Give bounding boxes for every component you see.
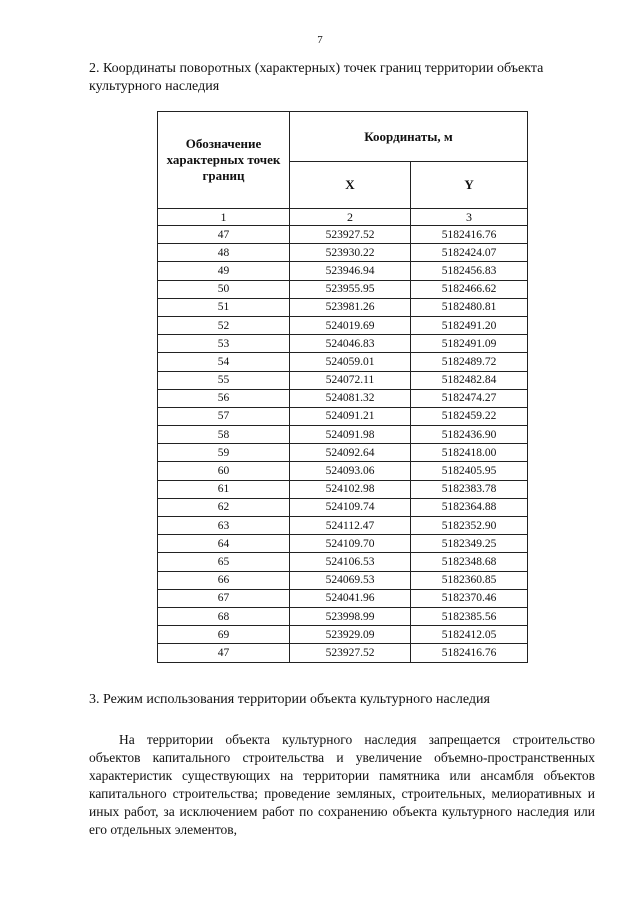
table-row — [158, 335, 528, 353]
y-coordinate-cell: 5182480.81 — [411, 298, 528, 316]
point-number-cell: 51 — [158, 298, 290, 316]
coordinates-table — [157, 111, 528, 663]
point-number-cell: 60 — [158, 462, 290, 480]
point-number-cell: 67 — [158, 589, 290, 607]
table-row — [158, 444, 528, 462]
table-row — [158, 644, 528, 662]
x-coordinate-cell: 524091.98 — [290, 426, 411, 444]
x-coordinate-cell: 524092.64 — [290, 444, 411, 462]
table-row — [158, 371, 528, 389]
x-coordinate-cell: 524072.11 — [290, 371, 411, 389]
point-number-cell: 63 — [158, 517, 290, 535]
y-coordinate-cell: 5182456.83 — [411, 262, 528, 280]
table-row — [158, 426, 528, 444]
point-number-cell: 53 — [158, 335, 290, 353]
table-row — [158, 480, 528, 498]
x-coordinate-cell: 524081.32 — [290, 389, 411, 407]
table-row — [158, 553, 528, 571]
x-coordinate-cell: 524069.53 — [290, 571, 411, 589]
y-coordinate-cell: 5182416.76 — [411, 226, 528, 244]
y-coordinate-cell: 5182360.85 — [411, 571, 528, 589]
table-row — [158, 462, 528, 480]
table-row — [158, 498, 528, 516]
y-coordinate-cell: 5182482.84 — [411, 371, 528, 389]
y-coordinate-cell: 5182405.95 — [411, 462, 528, 480]
y-coordinate-cell: 5182436.90 — [411, 426, 528, 444]
x-coordinate-cell: 524102.98 — [290, 480, 411, 498]
point-number-cell: 56 — [158, 389, 290, 407]
y-coordinate-cell: 5182370.46 — [411, 589, 528, 607]
point-number-cell: 47 — [158, 644, 290, 662]
y-coordinate-cell: 5182489.72 — [411, 353, 528, 371]
header-x: X — [290, 162, 411, 209]
point-number-cell: 69 — [158, 626, 290, 644]
column-number: 2 — [290, 209, 411, 226]
section-2-heading: 2. Координаты поворотных (характерных) точек границ территории объекта культурного наследия — [89, 61, 544, 94]
x-coordinate-cell: 523998.99 — [290, 607, 411, 625]
point-number-cell: 64 — [158, 535, 290, 553]
y-coordinate-cell: 5182491.20 — [411, 316, 528, 334]
y-coordinate-cell: 5182348.68 — [411, 553, 528, 571]
point-number-cell: 54 — [158, 353, 290, 371]
x-coordinate-cell: 523927.52 — [290, 226, 411, 244]
x-coordinate-cell: 524112.47 — [290, 517, 411, 535]
x-coordinate-cell: 524019.69 — [290, 316, 411, 334]
page-number: 7 — [317, 34, 323, 46]
header-coordinates: Координаты, м — [290, 112, 528, 162]
x-coordinate-cell: 524046.83 — [290, 335, 411, 353]
y-coordinate-cell: 5182491.09 — [411, 335, 528, 353]
y-coordinate-cell: 5182416.76 — [411, 644, 528, 662]
y-coordinate-cell: 5182474.27 — [411, 389, 528, 407]
x-coordinate-cell: 523981.26 — [290, 298, 411, 316]
section-3-heading: 3. Режим использования территории объекта культурного наследия — [89, 692, 490, 707]
column-number: 1 — [158, 209, 290, 226]
x-coordinate-cell: 524041.96 — [290, 589, 411, 607]
table-row — [158, 298, 528, 316]
y-coordinate-cell: 5182424.07 — [411, 244, 528, 262]
point-number-cell: 68 — [158, 607, 290, 625]
y-coordinate-cell: 5182349.25 — [411, 535, 528, 553]
point-number-cell: 57 — [158, 407, 290, 425]
point-number-cell: 55 — [158, 371, 290, 389]
table-body — [158, 226, 528, 663]
y-coordinate-cell: 5182352.90 — [411, 517, 528, 535]
table-row — [158, 280, 528, 298]
point-number-cell: 61 — [158, 480, 290, 498]
table-row — [158, 389, 528, 407]
x-coordinate-cell: 523955.95 — [290, 280, 411, 298]
point-number-cell: 49 — [158, 262, 290, 280]
table-row — [158, 262, 528, 280]
x-coordinate-cell: 523927.52 — [290, 644, 411, 662]
body-paragraph: На территории объекта культурного наследия запрещается строительство объектов капитального строительства и увеличение объемно-пространственных характеристик существующих на территории памятника или ансамбля объектов капитального строительства; проведение земляных, строительных, мелиоративных и иных работ, за исключением работ по сохранению объекта культурного наследия или его отдельных элементов, — [89, 732, 595, 837]
y-coordinate-cell: 5182459.22 — [411, 407, 528, 425]
point-number-cell: 52 — [158, 316, 290, 334]
y-coordinate-cell: 5182412.05 — [411, 626, 528, 644]
point-number-cell: 62 — [158, 498, 290, 516]
y-coordinate-cell: 5182364.88 — [411, 498, 528, 516]
table-row — [158, 353, 528, 371]
table-row — [158, 535, 528, 553]
table-row — [158, 607, 528, 625]
x-coordinate-cell: 524093.06 — [290, 462, 411, 480]
point-number-cell: 50 — [158, 280, 290, 298]
point-number-cell: 58 — [158, 426, 290, 444]
table-row — [158, 517, 528, 535]
header-point-designation: Обозначение характерных точек границ — [158, 112, 290, 209]
table-row — [158, 226, 528, 244]
x-coordinate-cell: 524109.70 — [290, 535, 411, 553]
y-coordinate-cell: 5182383.78 — [411, 480, 528, 498]
table-row — [158, 407, 528, 425]
point-number-cell: 48 — [158, 244, 290, 262]
x-coordinate-cell: 524059.01 — [290, 353, 411, 371]
y-coordinate-cell: 5182418.00 — [411, 444, 528, 462]
header-y: Y — [411, 162, 528, 209]
table-row — [158, 316, 528, 334]
point-number-cell: 47 — [158, 226, 290, 244]
point-number-cell: 66 — [158, 571, 290, 589]
table-row — [158, 626, 528, 644]
column-number: 3 — [411, 209, 528, 226]
x-coordinate-cell: 524091.21 — [290, 407, 411, 425]
table-row — [158, 571, 528, 589]
x-coordinate-cell: 524109.74 — [290, 498, 411, 516]
table-row — [158, 244, 528, 262]
x-coordinate-cell: 524106.53 — [290, 553, 411, 571]
point-number-cell: 59 — [158, 444, 290, 462]
x-coordinate-cell: 523930.22 — [290, 244, 411, 262]
y-coordinate-cell: 5182385.56 — [411, 607, 528, 625]
y-coordinate-cell: 5182466.62 — [411, 280, 528, 298]
x-coordinate-cell: 523929.09 — [290, 626, 411, 644]
table-row — [158, 589, 528, 607]
x-coordinate-cell: 523946.94 — [290, 262, 411, 280]
point-number-cell: 65 — [158, 553, 290, 571]
